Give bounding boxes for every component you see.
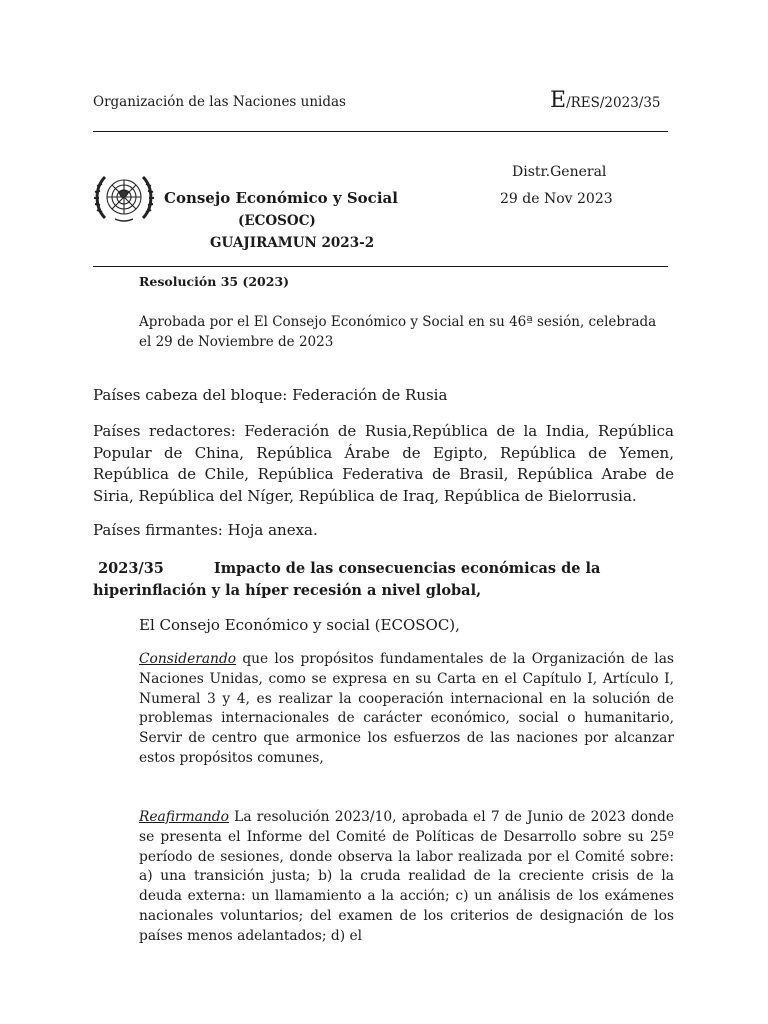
event-name: GUAJIRAMUN 2023-2 bbox=[210, 235, 375, 251]
signatory-countries: Países firmantes: Hoja anexa. bbox=[93, 521, 318, 539]
council-intro: El Consejo Económico y social (ECOSOC), bbox=[139, 616, 460, 634]
paragraph-keyword: Considerando bbox=[139, 651, 237, 667]
paragraph-text: que los propósitos fundamentales de la Organización de las Naciones Unidas, como se expresa en su Carta en el Capítulo I, Artículo I, Numeral 3 y 4, es realizar la cooperación internacional en la solución de problemas internacionales de carácter económico, social o humanitario, Servir de centro que armonice los esfuerzos de las naciones por alcanzar estos propósitos comunes, bbox=[139, 651, 674, 766]
drafting-countries: Países redactores: Federación de Rusia,República de la India, República Popular de China, República Árabe de Egipto, República de Yemen, República de Chile, República Federativa de Brasil, República Arabe de Siria, República del Níger, República de Iraq, República de Bielorrusia. bbox=[93, 422, 674, 505]
document-symbol-rest: /RES/2023/35 bbox=[566, 95, 661, 111]
section-divider bbox=[93, 266, 668, 267]
resolution-code: 2023/35 bbox=[98, 560, 164, 577]
lead-country: Países cabeza del bloque: Federación de Rusia bbox=[93, 386, 448, 404]
un-emblem-icon bbox=[93, 172, 155, 224]
organization-name: Organización de las Naciones unidas bbox=[93, 94, 346, 110]
document-symbol bbox=[550, 88, 661, 113]
document-date: 29 de Nov 2023 bbox=[500, 191, 613, 207]
distribution-label: Distr.General bbox=[512, 164, 607, 180]
resolution-number: Resolución 35 (2023) bbox=[139, 274, 290, 289]
council-acronym: (ECOSOC) bbox=[238, 213, 316, 229]
approval-note: Aprobada por el El Consejo Económico y Social en su 46ª sesión, celebrada el 29 de Noviembre de 2023 bbox=[139, 314, 657, 350]
paragraph-reafirmando bbox=[139, 808, 674, 947]
paragraph-considerando bbox=[139, 650, 674, 769]
resolution-title-text: Impacto de las consecuencias económicas de la hiperinflación y la híper recesión a nivel global, bbox=[93, 560, 601, 599]
document-symbol-prefix: E bbox=[550, 88, 567, 113]
paragraph-keyword: Reafirmando bbox=[139, 809, 229, 825]
paragraph-text: La resolución 2023/10, aprobada el 7 de Junio de 2023 donde se presenta el Informe del Comité de Políticas de Desarrollo sobre su 25º período de sesiones, donde observa la labor realizada por el Comité sobre: a) una transición justa; b) la cruda realidad de la creciente crisis de la deuda externa: un llamamiento a la acción; c) un análisis de los exámenes nacionales voluntarios; del examen de los criterios de designación de los países menos adelantados; d) el bbox=[139, 809, 674, 944]
header-divider bbox=[93, 131, 668, 132]
resolution-title bbox=[93, 558, 668, 602]
council-name: Consejo Económico y Social bbox=[164, 189, 398, 207]
